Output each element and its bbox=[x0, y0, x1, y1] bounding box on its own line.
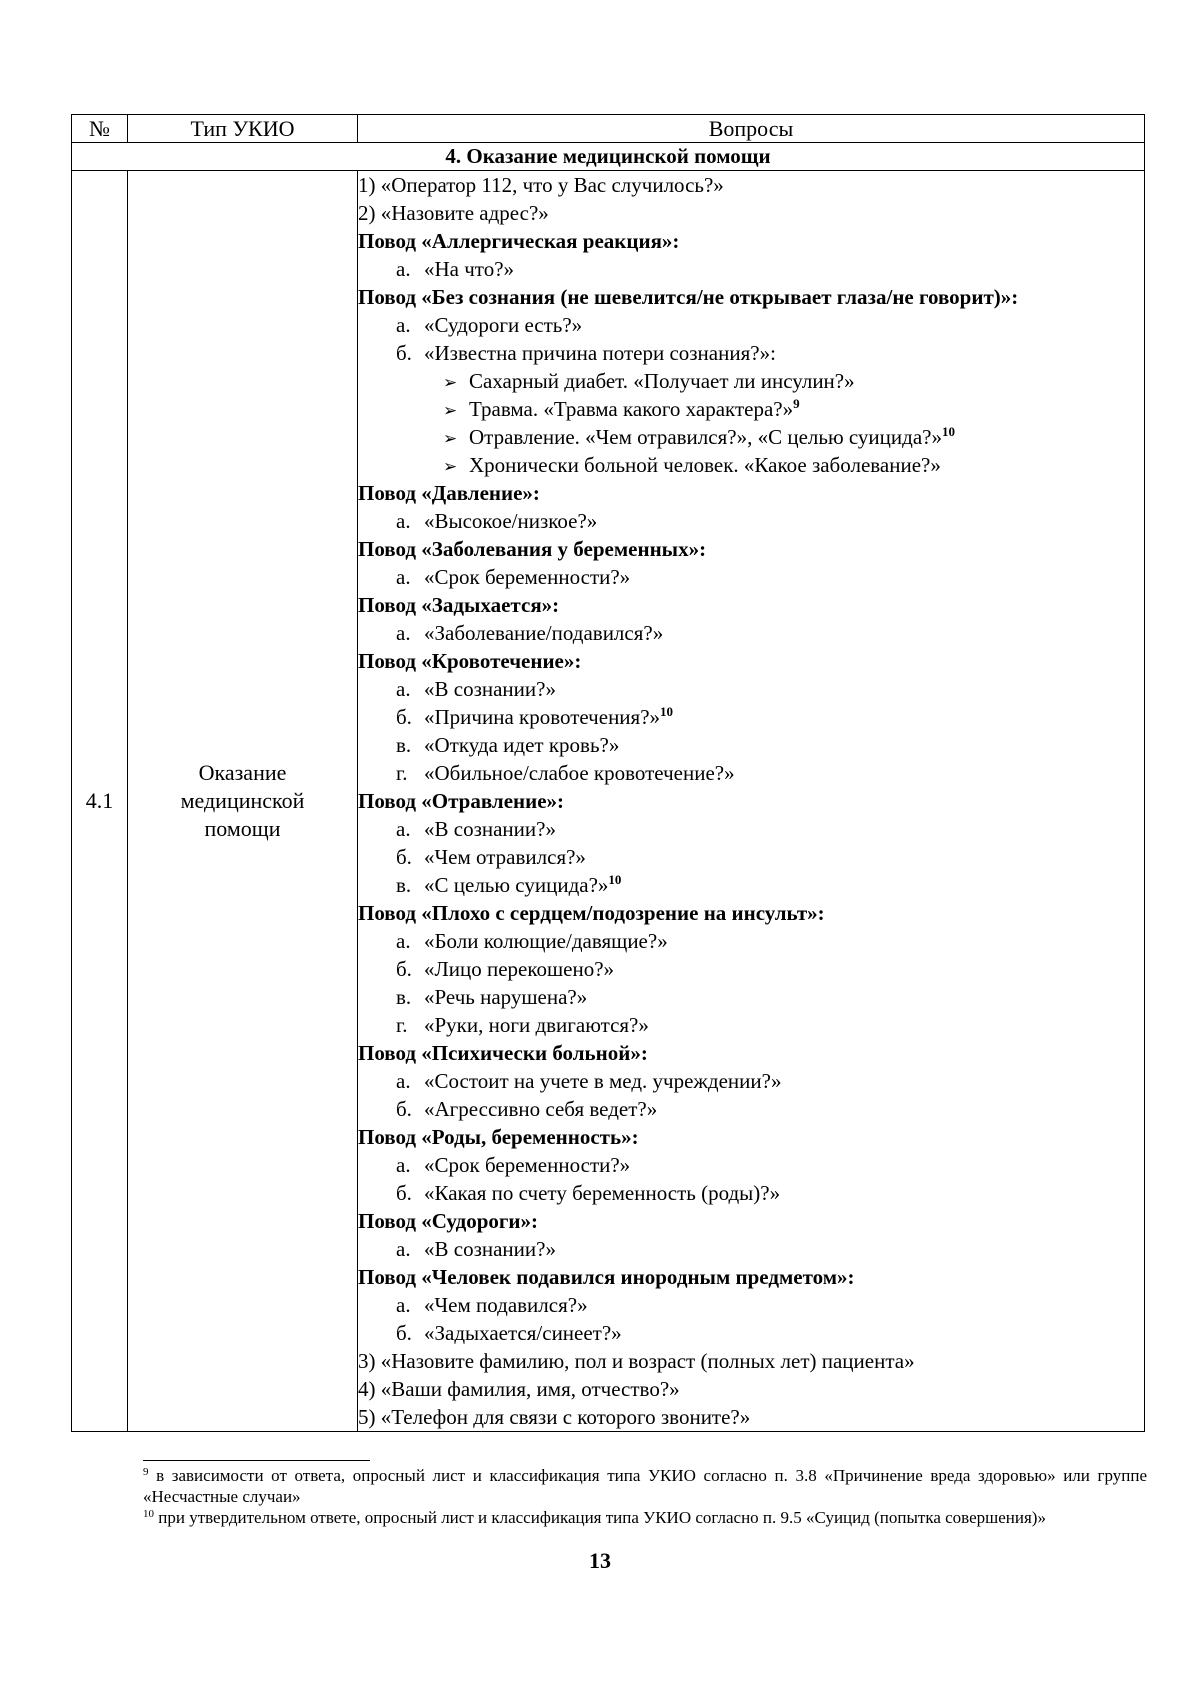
question-line bbox=[358, 1011, 1144, 1039]
question-line bbox=[358, 423, 1144, 451]
row-type-line: помощи bbox=[204, 816, 281, 841]
question-text: «С целью суицида?» bbox=[424, 873, 609, 897]
list-marker: а. bbox=[396, 1153, 411, 1177]
footnote-item bbox=[143, 1465, 1147, 1507]
questions-table bbox=[71, 114, 1145, 1432]
question-group-heading bbox=[358, 535, 1144, 563]
question-text: «Лицо перекошено?» bbox=[424, 957, 615, 981]
question-text: «Судороги есть?» bbox=[424, 313, 583, 337]
question-text: «Срок беременности?» bbox=[424, 1153, 631, 1177]
question-group-heading bbox=[358, 787, 1144, 815]
question-line bbox=[358, 619, 1144, 647]
question-text: Повод «Без сознания (не шевелится/не открывает глаза/не говорит)»: bbox=[358, 285, 1019, 309]
question-text: «Заболевание/подавился?» bbox=[424, 621, 664, 645]
question-text: Повод «Задыхается»: bbox=[358, 593, 560, 617]
question-line bbox=[358, 703, 1144, 731]
question-text: «Чем подавился?» bbox=[424, 1293, 588, 1317]
question-text: «Срок беременности?» bbox=[424, 565, 631, 589]
question-text: «Известна причина потери сознания?»: bbox=[424, 341, 776, 365]
question-text: «Какая по счету беременность (роды)?» bbox=[424, 1181, 781, 1205]
row-type bbox=[128, 171, 358, 1432]
question-text: «Чем отравился?» bbox=[424, 845, 586, 869]
question-line bbox=[358, 759, 1144, 787]
question-line bbox=[358, 563, 1144, 591]
footnote-mark: 10 bbox=[143, 1508, 154, 1520]
question-line bbox=[358, 1347, 1144, 1375]
footnotes bbox=[143, 1465, 1147, 1528]
header-questions: Вопросы bbox=[358, 115, 1145, 143]
question-line bbox=[358, 1179, 1144, 1207]
question-line bbox=[358, 255, 1144, 283]
question-line bbox=[358, 843, 1144, 871]
question-group-heading bbox=[358, 479, 1144, 507]
arrow-bullet-icon: ➢ bbox=[443, 457, 458, 476]
page-number: 13 bbox=[589, 1548, 611, 1573]
question-text: Повод «Человек подавился инородным предметом»: bbox=[358, 1265, 855, 1289]
arrow-bullet-icon: ➢ bbox=[443, 401, 458, 420]
footnote-ref: 9 bbox=[793, 396, 800, 411]
footnote-ref: 10 bbox=[608, 872, 622, 887]
question-line bbox=[358, 199, 1144, 227]
question-line bbox=[358, 815, 1144, 843]
question-text: Повод «Судороги»: bbox=[358, 1209, 539, 1233]
list-marker: а. bbox=[396, 621, 411, 645]
question-text: «Речь нарушена?» bbox=[424, 985, 588, 1009]
row-type-line: Оказание bbox=[198, 760, 287, 785]
list-marker: б. bbox=[396, 1097, 412, 1121]
question-line bbox=[358, 675, 1144, 703]
footnote-divider bbox=[143, 1460, 370, 1461]
question-group-heading bbox=[358, 591, 1144, 619]
footnote-ref: 10 bbox=[941, 424, 955, 439]
row-number: 4.1 bbox=[72, 171, 128, 1432]
question-text: Сахарный диабет. «Получает ли инсулин?» bbox=[469, 369, 855, 393]
question-line bbox=[358, 507, 1144, 535]
footnote-text: в зависимости от ответа, опросный лист и классификация типа УКИО согласно п. 3.8 «Причинение вреда здоровью» или группе «Несчастные случаи» bbox=[143, 1466, 1147, 1506]
row-type-line: медицинской bbox=[180, 788, 305, 813]
footnote-ref: 10 bbox=[660, 704, 674, 719]
questions-cell bbox=[358, 171, 1145, 1432]
footnote-item bbox=[143, 1507, 1147, 1528]
question-line bbox=[358, 1067, 1144, 1095]
list-marker: г. bbox=[396, 1013, 408, 1037]
question-line bbox=[358, 955, 1144, 983]
list-marker: б. bbox=[396, 1321, 412, 1345]
question-line bbox=[358, 1403, 1144, 1431]
table-row bbox=[72, 171, 1145, 1432]
list-marker: б. bbox=[396, 1181, 412, 1205]
question-text: Повод «Давление»: bbox=[358, 481, 540, 505]
question-line bbox=[358, 171, 1144, 199]
question-text: 1) «Оператор 112, что у Вас случилось?» bbox=[358, 173, 724, 197]
list-marker: б. bbox=[396, 957, 412, 981]
question-text: «Задыхается/синеет?» bbox=[424, 1321, 622, 1345]
question-text: Повод «Плохо с сердцем/подозрение на инсульт»: bbox=[358, 901, 825, 925]
question-text: Отравление. «Чем отравился?», «С целью суицида?» bbox=[469, 425, 942, 449]
list-marker: а. bbox=[396, 509, 411, 533]
question-text: Хронически больной человек. «Какое заболевание?» bbox=[469, 453, 941, 477]
question-text: Повод «Психически больной»: bbox=[358, 1041, 648, 1065]
header-type: Тип УКИО bbox=[128, 115, 358, 143]
question-group-heading bbox=[358, 227, 1144, 255]
question-line bbox=[358, 311, 1144, 339]
question-line bbox=[358, 1319, 1144, 1347]
question-line bbox=[358, 983, 1144, 1011]
question-line bbox=[358, 927, 1144, 955]
question-text: «Состоит на учете в мед. учреждении?» bbox=[424, 1069, 782, 1093]
question-line bbox=[358, 367, 1144, 395]
question-text: 3) «Назовите фамилию, пол и возраст (полных лет) пациента» bbox=[358, 1349, 915, 1373]
section-title: 4. Оказание медицинской помощи bbox=[72, 143, 1145, 171]
list-marker: а. bbox=[396, 1069, 411, 1093]
table-header-row bbox=[72, 115, 1145, 143]
question-text: Повод «Отравление»: bbox=[358, 789, 565, 813]
list-marker: а. bbox=[396, 1237, 411, 1261]
question-text: Повод «Заболевания у беременных»: bbox=[358, 537, 707, 561]
question-line bbox=[358, 1375, 1144, 1403]
section-row bbox=[72, 143, 1145, 171]
list-marker: б. bbox=[396, 845, 412, 869]
question-line bbox=[358, 1291, 1144, 1319]
list-marker: а. bbox=[396, 565, 411, 589]
list-marker: г. bbox=[396, 761, 408, 785]
list-marker: а. bbox=[396, 929, 411, 953]
question-text: Повод «Роды, беременность»: bbox=[358, 1125, 639, 1149]
question-line bbox=[358, 731, 1144, 759]
question-group-heading bbox=[358, 1207, 1144, 1235]
question-text: Повод «Аллергическая реакция»: bbox=[358, 229, 680, 253]
list-marker: б. bbox=[396, 341, 412, 365]
question-text: Травма. «Травма какого характера?» bbox=[469, 397, 794, 421]
list-marker: б. bbox=[396, 705, 412, 729]
question-text: «Откуда идет кровь?» bbox=[424, 733, 620, 757]
arrow-bullet-icon: ➢ bbox=[443, 429, 458, 448]
question-group-heading bbox=[358, 1263, 1144, 1291]
question-text: 4) «Ваши фамилия, имя, отчество?» bbox=[358, 1377, 680, 1401]
question-group-heading bbox=[358, 1123, 1144, 1151]
list-marker: а. bbox=[396, 1293, 411, 1317]
list-marker: в. bbox=[396, 873, 412, 897]
list-marker: в. bbox=[396, 985, 412, 1009]
arrow-bullet-icon: ➢ bbox=[443, 373, 458, 392]
question-text: «В сознании?» bbox=[424, 1237, 556, 1261]
question-text: «Руки, ноги двигаются?» bbox=[424, 1013, 649, 1037]
question-line bbox=[358, 1235, 1144, 1263]
question-line bbox=[358, 1151, 1144, 1179]
question-group-heading bbox=[358, 899, 1144, 927]
question-group-heading bbox=[358, 1039, 1144, 1067]
question-text: «В сознании?» bbox=[424, 677, 556, 701]
question-text: «Причина кровотечения?» bbox=[424, 705, 661, 729]
header-number: № bbox=[72, 115, 128, 143]
question-text: 2) «Назовите адрес?» bbox=[358, 201, 549, 225]
list-marker: а. bbox=[396, 677, 411, 701]
question-text: «Высокое/низкое?» bbox=[424, 509, 598, 533]
question-line bbox=[358, 339, 1144, 367]
list-marker: а. bbox=[396, 817, 411, 841]
footnote-text: при утвердительном ответе, опросный лист и классификация типа УКИО согласно п. 9.5 «Суицид (попытка совершения)» bbox=[154, 1508, 1046, 1527]
footnote-mark: 9 bbox=[143, 1466, 149, 1478]
question-line bbox=[358, 395, 1144, 423]
question-text: Повод «Кровотечение»: bbox=[358, 649, 582, 673]
question-text: «Обильное/слабое кровотечение?» bbox=[424, 761, 735, 785]
question-line bbox=[358, 451, 1144, 479]
question-text: «На что?» bbox=[424, 257, 515, 281]
question-text: «Боли колющие/давящие?» bbox=[424, 929, 668, 953]
list-marker: а. bbox=[396, 313, 411, 337]
question-group-heading bbox=[358, 647, 1144, 675]
question-text: «В сознании?» bbox=[424, 817, 556, 841]
question-text: «Агрессивно себя ведет?» bbox=[424, 1097, 658, 1121]
question-line bbox=[358, 1095, 1144, 1123]
question-line bbox=[358, 871, 1144, 899]
list-marker: а. bbox=[396, 257, 411, 281]
question-text: 5) «Телефон для связи с которого звоните?» bbox=[358, 1405, 751, 1429]
list-marker: в. bbox=[396, 733, 412, 757]
question-group-heading bbox=[358, 283, 1144, 311]
